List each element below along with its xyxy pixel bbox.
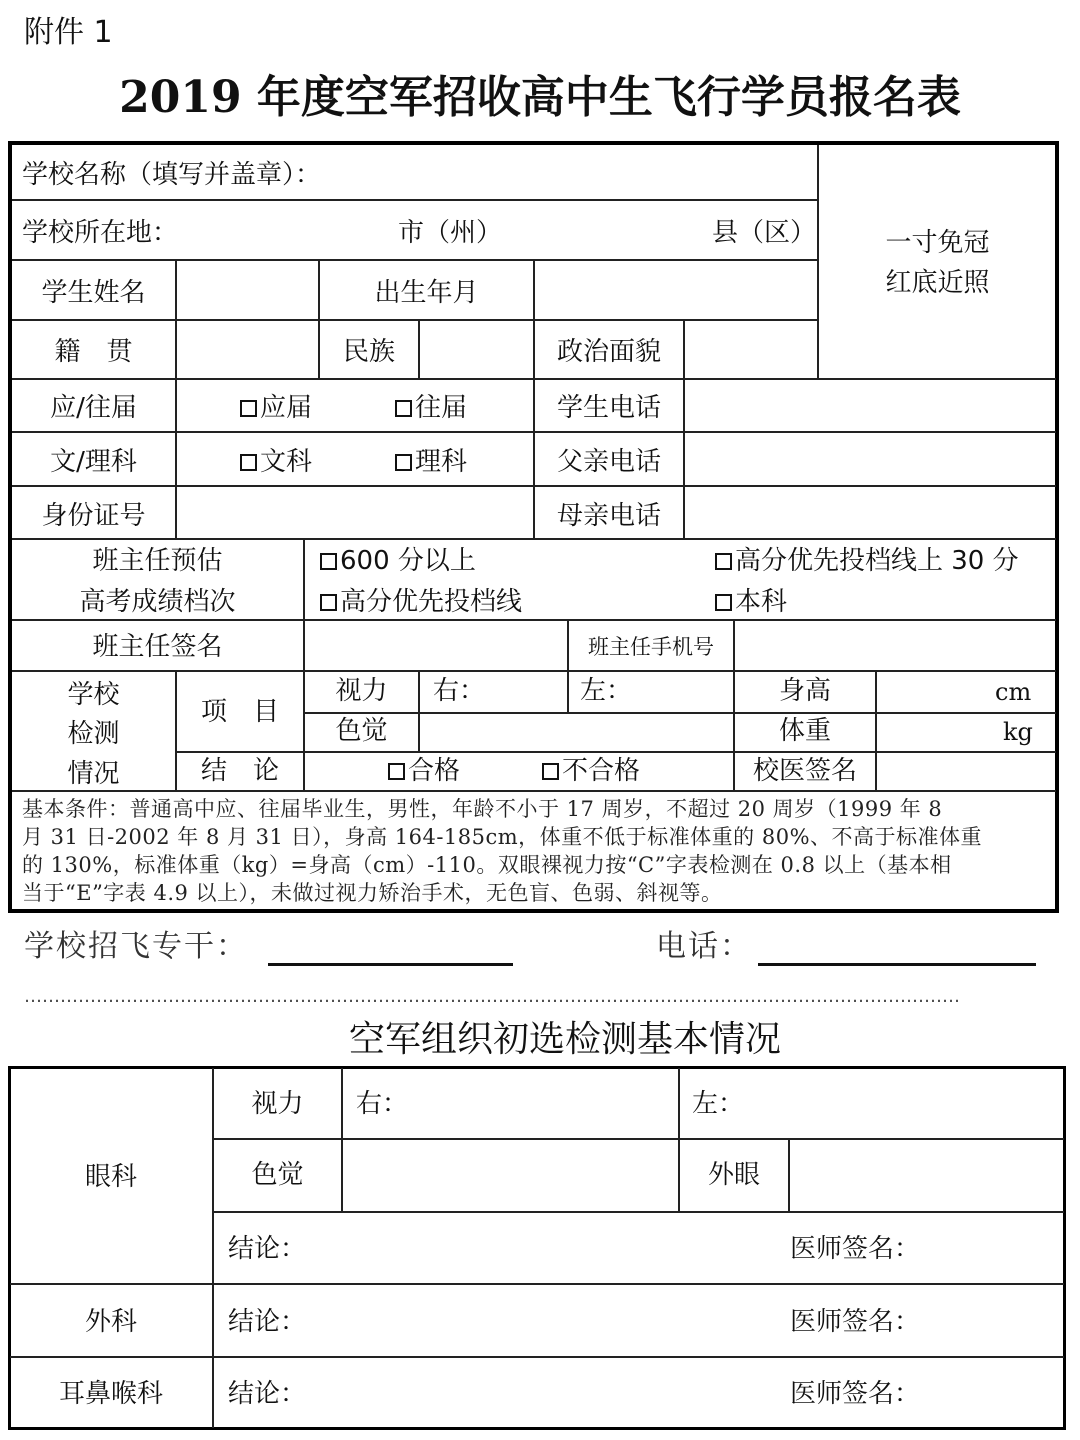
surgery-doctor-signature-label: 医师签名： — [790, 1307, 921, 1337]
conclusion-label: 结 论 — [200, 756, 279, 786]
attachment-label: 附件 1 — [24, 15, 113, 50]
score-estimate-label-line2: 高考成绩档次 — [79, 587, 236, 617]
school-check-label-2: 检测 — [67, 719, 120, 749]
cut-line-separator: ………………………………………………………………………………………………………………………………………… — [24, 988, 960, 1006]
political-status-label: 政治面貌 — [556, 337, 661, 367]
checkbox-current-grad[interactable]: 应届 — [240, 395, 312, 421]
checkbox-previous-grad[interactable]: 往届 — [395, 395, 467, 421]
checkbox-600-above[interactable]: 600 分以上 — [320, 548, 476, 574]
color-vision-label: 色觉 — [335, 716, 388, 746]
student-name-label: 学生姓名 — [41, 278, 146, 308]
school-doctor-signature-label: 校医签名 — [752, 756, 857, 786]
vision-label: 视力 — [335, 676, 388, 706]
photo-note-line2: 红底近照 — [885, 268, 990, 298]
recruiter-input-line[interactable] — [268, 963, 513, 966]
external-eye-label: 外眼 — [707, 1160, 760, 1190]
exam-vision-right-label: 右： — [356, 1089, 409, 1119]
page-title: 2019 年度空军招收高中生飞行学员报名表 — [119, 72, 961, 123]
checkbox-priority-plus-30[interactable]: 高分优先投档线上 30 分 — [715, 548, 1019, 574]
county-label: 县（区） — [712, 218, 817, 248]
student-phone-label: 学生电话 — [556, 393, 661, 423]
exam-vision-left-label: 左： — [692, 1089, 745, 1119]
ophthalmology-label: 眼科 — [84, 1162, 137, 1192]
weight-unit: kg — [1003, 718, 1033, 746]
score-estimate-label-line1: 班主任预估 — [92, 546, 223, 576]
school-check-label-1: 学校 — [67, 680, 120, 710]
birth-date-label: 出生年月 — [374, 278, 479, 308]
school-name-label: 学校名称（填写并盖章）： — [22, 160, 322, 190]
ethnicity-label: 民族 — [342, 337, 395, 367]
surgery-conclusion-label: 结论： — [228, 1307, 307, 1337]
eye-conclusion-label: 结论： — [228, 1234, 307, 1264]
subject-track-label: 文/理科 — [50, 447, 137, 477]
mother-phone-label: 母亲电话 — [556, 501, 661, 531]
checkbox-arts[interactable]: 文科 — [240, 449, 312, 475]
height-unit: cm — [995, 678, 1032, 706]
native-place-label: 籍 贯 — [54, 337, 133, 367]
photo-note-line1: 一寸免冠 — [885, 228, 990, 258]
vision-right-label: 右： — [433, 676, 486, 706]
id-number-label: 身份证号 — [41, 501, 146, 531]
basic-conditions-note: 基本条件：普通高中应、往届毕业生，男性，年龄不小于 17 周岁，不超过 20 周岁（1999 年 8 月 31 日-2002 年 8 月 31 日），身高 164-185cm，体重不低于标准体重的 80%、不高于标准体重 的 130%，标准体重（kg）=身高（cm）-110。双眼裸视力按“C”字表检测在 0.8 以上（基本相 当于“E”字表 4.9 以上），未做过视力矫治手术，无色盲、色弱、斜视等。 — [22, 797, 983, 905]
checkbox-pass[interactable]: 合格 — [388, 758, 460, 784]
checkbox-science[interactable]: 理科 — [395, 449, 467, 475]
ent-doctor-signature-label: 医师签名： — [790, 1379, 921, 1409]
school-check-label-3: 情况 — [67, 759, 120, 789]
recruiter-label: 学校招飞专干： — [24, 929, 248, 964]
teacher-phone-label: 班主任手机号 — [588, 635, 714, 659]
weight-label: 体重 — [778, 716, 831, 746]
checkbox-priority-line[interactable]: 高分优先投档线 — [320, 589, 522, 615]
recruiter-phone-label: 电话： — [656, 929, 752, 964]
exam-color-vision-label: 色觉 — [251, 1160, 304, 1190]
ent-label: 耳鼻喉科 — [58, 1379, 163, 1409]
recruiter-phone-input-line[interactable] — [758, 963, 1036, 966]
father-phone-label: 父亲电话 — [556, 447, 661, 477]
surgery-label: 外科 — [84, 1307, 137, 1337]
checkbox-undergrad[interactable]: 本科 — [715, 589, 787, 615]
school-location-label: 学校所在地： — [22, 218, 179, 248]
checkbox-fail[interactable]: 不合格 — [542, 758, 640, 784]
teacher-signature-label: 班主任签名 — [92, 632, 223, 662]
graduation-type-label: 应/往届 — [50, 393, 137, 423]
exam-vision-label: 视力 — [251, 1089, 304, 1119]
section-title: 空军组织初选检测基本情况 — [348, 1019, 781, 1060]
ent-conclusion-label: 结论： — [228, 1379, 307, 1409]
height-label: 身高 — [778, 676, 831, 706]
item-label: 项 目 — [200, 697, 279, 727]
city-label: 市（州） — [398, 218, 503, 248]
vision-left-label: 左： — [580, 676, 633, 706]
eye-doctor-signature-label: 医师签名： — [790, 1234, 921, 1264]
